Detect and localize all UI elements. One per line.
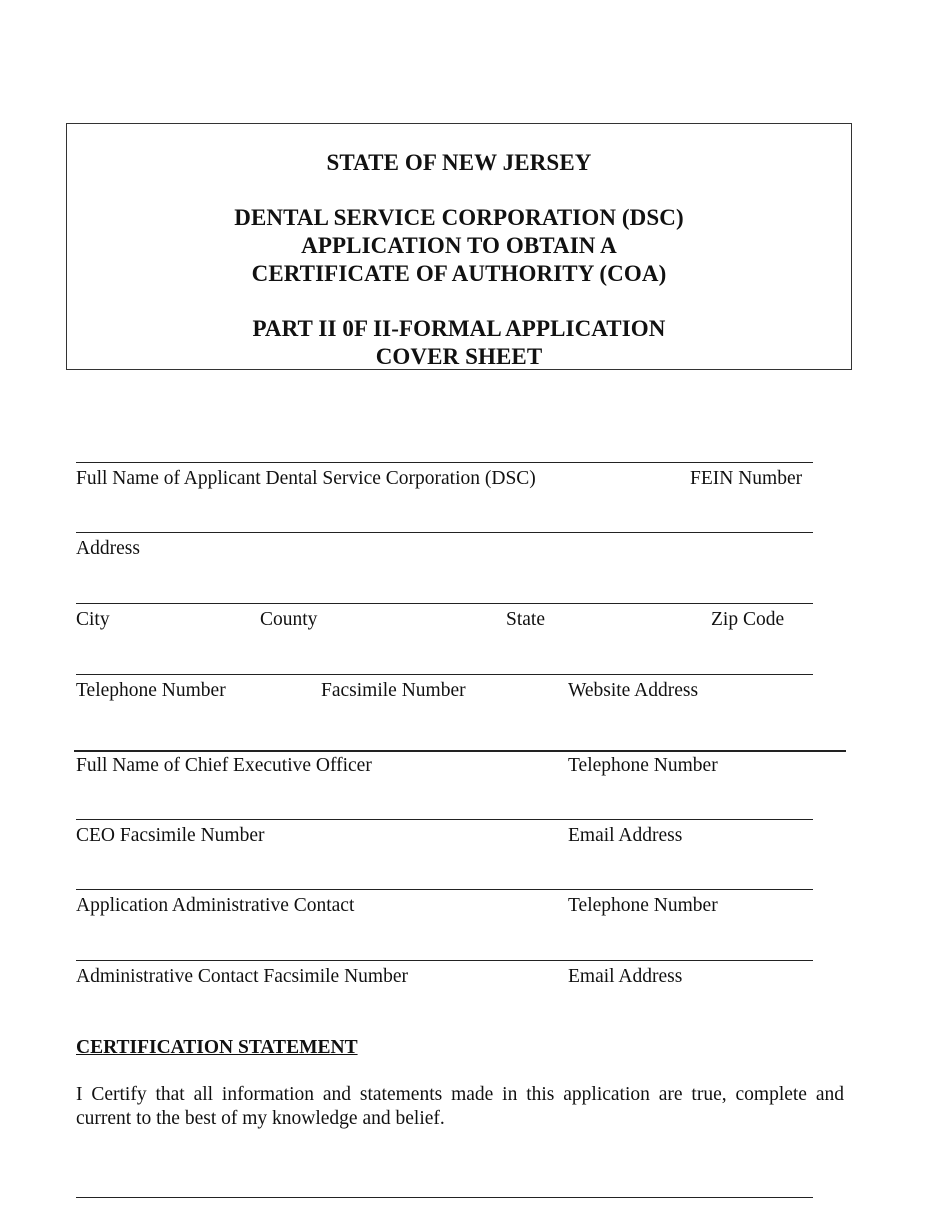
contact-numbers-line[interactable] <box>76 674 813 675</box>
applicant-name-line[interactable] <box>76 462 813 463</box>
title-box <box>66 123 852 370</box>
title-line-2: APPLICATION TO OBTAIN A <box>301 233 617 258</box>
title-line-1: DENTAL SERVICE CORPORATION (DSC) <box>234 205 684 230</box>
city-label: City <box>76 609 110 630</box>
facsimile-label: Facsimile Number <box>321 680 466 701</box>
state-label: State <box>506 609 545 630</box>
state-heading: STATE OF NEW JERSEY <box>326 150 592 175</box>
admin-fax-email-line[interactable] <box>76 960 813 961</box>
ceo-fax-label: CEO Facsimile Number <box>76 825 265 846</box>
ceo-email-label: Email Address <box>568 825 683 846</box>
admin-contact-line[interactable] <box>76 889 813 890</box>
certification-text: I Certify that all information and statements made in this application are true, complete and current to the best of my knowledge and belief. <box>76 1084 844 1129</box>
address-label: Address <box>76 538 140 559</box>
ceo-name-label: Full Name of Chief Executive Officer <box>76 755 372 776</box>
ceo-telephone-label: Telephone Number <box>568 755 718 776</box>
signature-line[interactable] <box>76 1197 813 1198</box>
telephone-label: Telephone Number <box>76 680 226 701</box>
certification-heading: CERTIFICATION STATEMENT <box>76 1037 358 1058</box>
admin-telephone-label: Telephone Number <box>568 895 718 916</box>
address-line[interactable] <box>76 532 813 533</box>
zip-code-label: Zip Code <box>711 609 785 630</box>
fein-label: FEIN Number <box>690 468 803 489</box>
admin-contact-label: Application Administrative Contact <box>76 895 355 916</box>
ceo-line[interactable] <box>74 750 846 752</box>
city-state-zip-line[interactable] <box>76 603 813 604</box>
website-label: Website Address <box>568 680 699 701</box>
title-line-3: CERTIFICATE OF AUTHORITY (COA) <box>251 261 667 286</box>
admin-email-label: Email Address <box>568 966 683 987</box>
part-line-1: PART II 0F II-FORMAL APPLICATION <box>252 316 666 341</box>
ceo-fax-email-line[interactable] <box>76 819 813 820</box>
admin-fax-label: Administrative Contact Facsimile Number <box>76 966 408 987</box>
county-label: County <box>260 609 318 630</box>
part-line-2: COVER SHEET <box>375 344 543 369</box>
applicant-name-label: Full Name of Applicant Dental Service Corporation (DSC) <box>76 468 536 489</box>
